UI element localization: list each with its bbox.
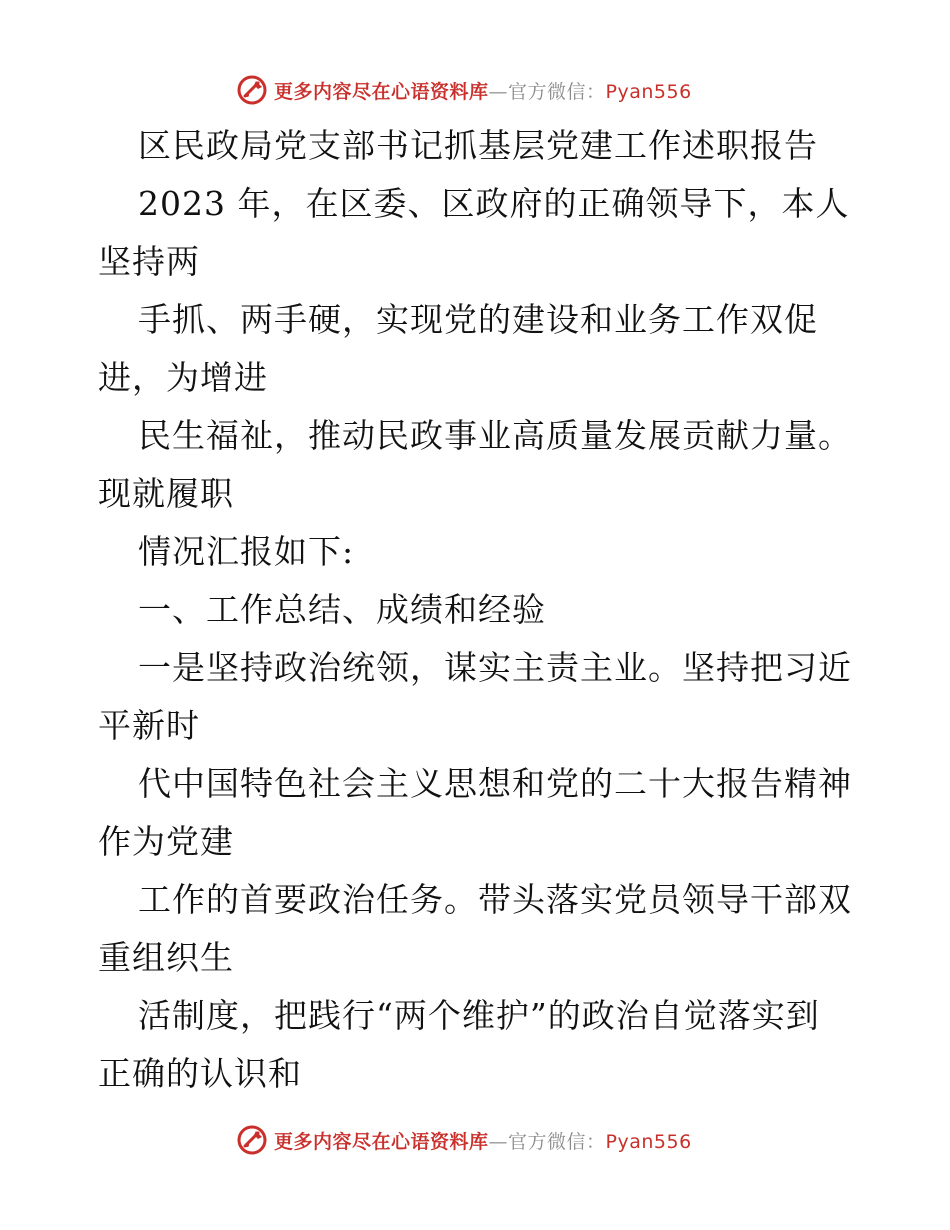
- paragraph-line: 进，为增进: [98, 358, 268, 397]
- footer-banner: [236, 1122, 692, 1158]
- banner-contact-label: 官方微信：: [508, 80, 606, 103]
- paragraph-line: 坚持两: [98, 242, 200, 281]
- banner-brand: 更多内容尽在心语资料库: [274, 80, 489, 103]
- paragraph-line: 2023 年，在区委、区政府的正确领导下，本人: [138, 184, 850, 223]
- document-title: 区民政局党支部书记抓基层党建工作述职报告: [138, 126, 818, 165]
- banner-brand: 更多内容尽在心语资料库: [274, 1130, 489, 1153]
- paragraph-line: 正确的认识和: [98, 1054, 302, 1093]
- banner-contact-label: 官方微信：: [508, 1130, 606, 1153]
- seal-logo-icon: [236, 1124, 268, 1156]
- banner-separator: —: [488, 80, 509, 103]
- banner-contact-id: Pyan556: [605, 80, 692, 103]
- header-banner: [236, 72, 692, 108]
- banner-contact-id: Pyan556: [605, 1130, 692, 1153]
- paragraph-line: 工作的首要政治任务。带头落实党员领导干部双: [138, 880, 852, 919]
- paragraph-line: 重组织生: [98, 938, 234, 977]
- banner-separator: —: [488, 1130, 509, 1153]
- seal-logo-icon: [236, 74, 268, 106]
- paragraph-line: 活制度，把践行“两个维护”的政治自觉落实到: [138, 996, 820, 1035]
- section-heading: 一、工作总结、成绩和经验: [138, 590, 546, 629]
- paragraph-line: 手抓、两手硬，实现党的建设和业务工作双促: [138, 300, 818, 339]
- paragraph-line: 代中国特色社会主义思想和党的二十大报告精神: [138, 764, 852, 803]
- paragraph-line: 平新时: [98, 706, 200, 745]
- paragraph-line: 民生福祉，推动民政事业高质量发展贡献力量。: [138, 416, 852, 455]
- paragraph-line: 情况汇报如下:: [138, 532, 355, 571]
- paragraph-line: 一是坚持政治统领，谋实主责主业。坚持把习近: [138, 648, 852, 687]
- paragraph-line: 现就履职: [98, 474, 234, 513]
- paragraph-line: 作为党建: [98, 822, 234, 861]
